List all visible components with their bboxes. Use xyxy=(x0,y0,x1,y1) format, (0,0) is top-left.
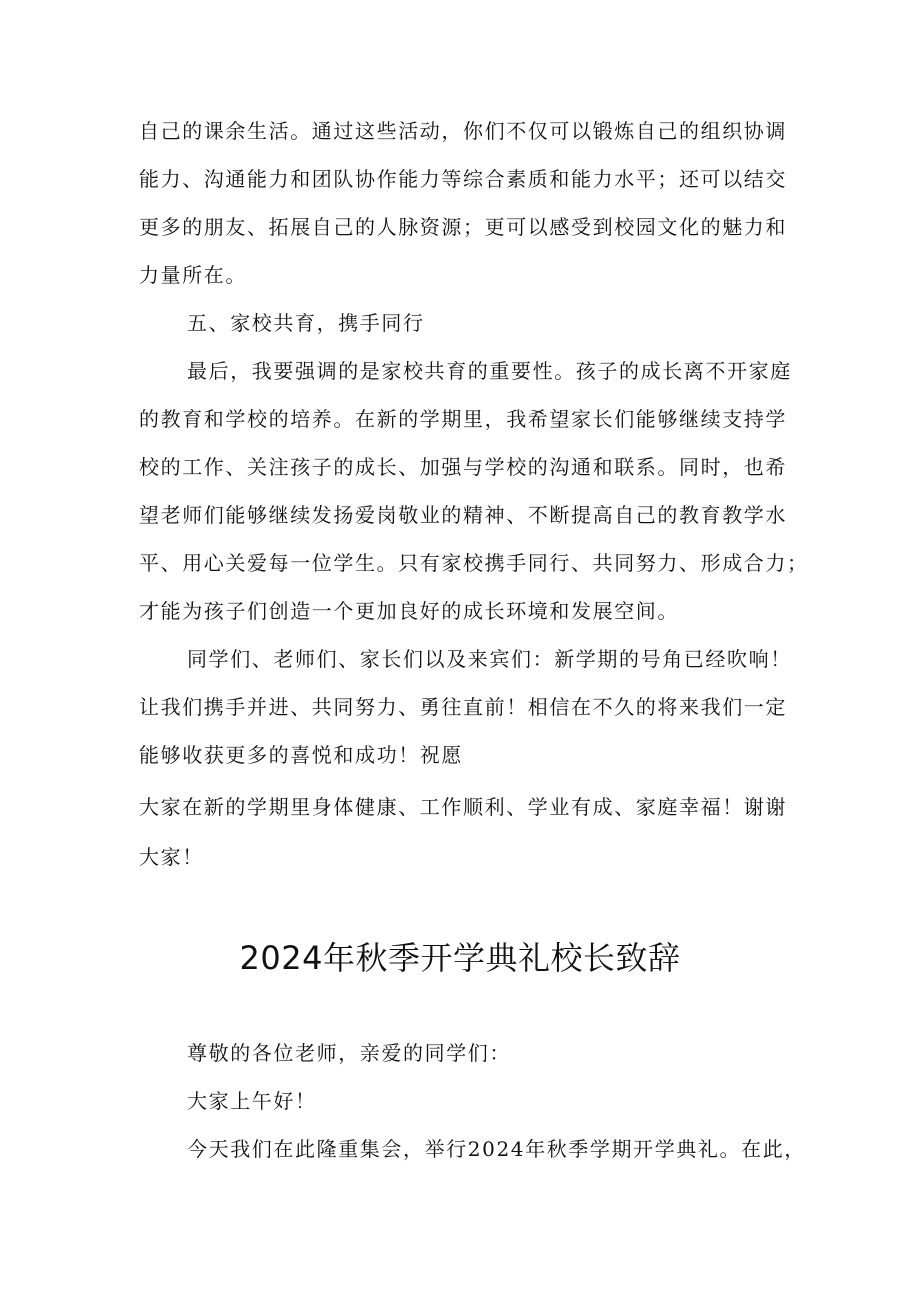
paragraph-line: 今天我们在此隆重集会，举行2024年秋季学期开学典礼。在此， xyxy=(187,1137,806,1161)
paragraph-line: 平、用心关爱每一位学生。只有家校携手同行、共同努力、形成合力； xyxy=(139,551,809,575)
paragraph-line: 同学们、老师们、家长们以及来宾们：新学期的号角已经吹响！ xyxy=(187,647,792,671)
document-title: 2024年秋季开学典礼校长致辞 xyxy=(239,939,681,977)
salutation: 尊敬的各位老师，亲爱的同学们： xyxy=(187,1041,511,1065)
paragraph-line: 更多的朋友、拓展自己的人脉资源；更可以感受到校园文化的魅力和 xyxy=(139,215,787,239)
paragraph-line: 校的工作、关注孩子的成长、加强与学校的沟通和联系。同时，也希 xyxy=(139,455,787,479)
paragraph-line: 大家！ xyxy=(139,845,204,869)
paragraph-line: 望老师们能够继续发扬爱岗敬业的精神、不断提高自己的教育教学水 xyxy=(139,503,787,527)
paragraph-line: 最后，我要强调的是家校共育的重要性。孩子的成长离不开家庭 xyxy=(187,359,792,383)
paragraph-line: 的教育和学校的培养。在新的学期里，我希望家长们能够继续支持学 xyxy=(139,407,787,431)
paragraph-line: 才能为孩子们创造一个更加良好的成长环境和发展空间。 xyxy=(139,599,679,623)
paragraph-line: 让我们携手并进、共同努力、勇往直前！相信在不久的将来我们一定 xyxy=(139,695,787,719)
paragraph-line: 能够收获更多的喜悦和成功！祝愿 xyxy=(139,743,463,767)
greeting: 大家上午好！ xyxy=(187,1089,317,1113)
paragraph-line: 自己的课余生活。通过这些活动，你们不仅可以锻炼自己的组织协调 xyxy=(139,119,787,143)
paragraph-line: 力量所在。 xyxy=(139,263,247,287)
paragraph-line: 大家在新的学期里身体健康、工作顺利、学业有成、家庭幸福！谢谢 xyxy=(139,795,787,819)
section-heading: 五、家校共育，携手同行 xyxy=(187,311,425,335)
paragraph-line: 能力、沟通能力和团队协作能力等综合素质和能力水平；还可以结交 xyxy=(139,167,787,191)
